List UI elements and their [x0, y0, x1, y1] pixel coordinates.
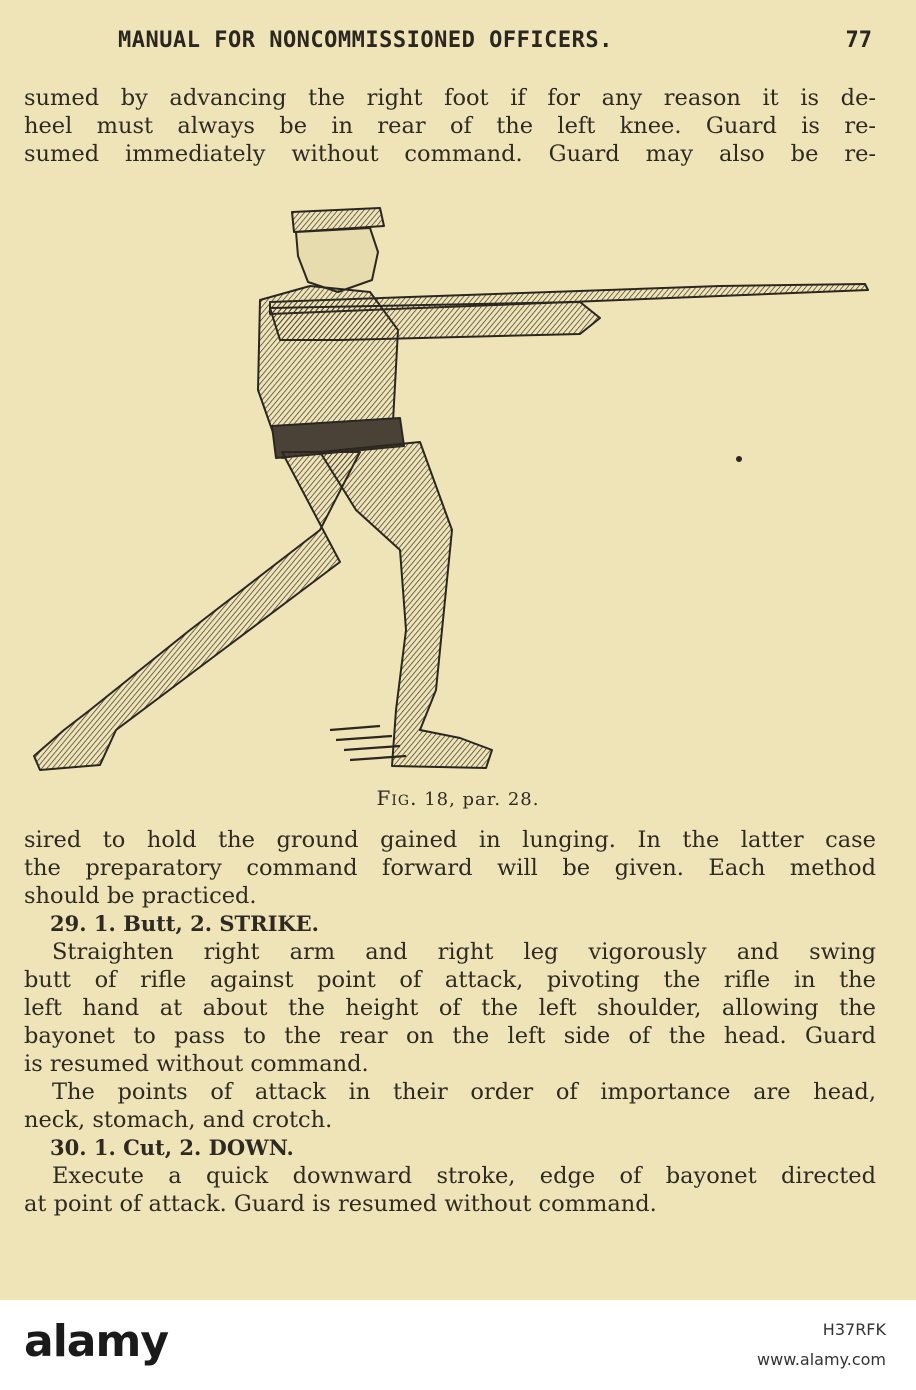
text-line: is resumed without command. [24, 1051, 369, 1077]
text-line: sired to hold the ground gained in lunging. In the latter case [24, 827, 876, 853]
head-icon [296, 228, 378, 292]
text-line: sumed by advancing the right foot if for any reason it is de- [24, 85, 876, 111]
page-header [0, 28, 916, 56]
arms-icon [270, 302, 600, 340]
watermark-url: www.alamy.com [757, 1350, 886, 1369]
bottom-paragraphs [24, 826, 876, 1218]
text-line: at point of attack. Guard is resumed without command. [24, 1191, 657, 1217]
text-line: left hand at about the height of the left shoulder, allowing the [24, 995, 876, 1021]
rear-leg-icon [34, 452, 360, 770]
text-line: Execute a quick downward stroke, edge of bayonet directed [52, 1163, 876, 1189]
running-title: MANUAL FOR NONCOMMISSIONED OFFICERS. [118, 28, 613, 53]
section-heading: 29. 1. Butt, 2. STRIKE. [50, 911, 319, 936]
text-line: neck, stomach, and crotch. [24, 1107, 333, 1133]
alamy-logo: alamy [24, 1316, 168, 1367]
figure-caption [0, 786, 916, 810]
text-line: butt of rifle against point of attack, pivoting the rifle in the [24, 967, 876, 993]
watermark-bar [0, 1300, 916, 1390]
ink-speck [736, 456, 742, 462]
text-line: sumed immediately without command. Guard may also be re- [24, 141, 876, 167]
text-line: the preparatory command forward will be given. Each method [24, 855, 876, 881]
text-line: should be practiced. [24, 883, 257, 909]
text-line: heel must always be in rear of the left knee. Guard is re- [24, 113, 876, 139]
text-line: Straighten right arm and right leg vigorously and swing [52, 939, 876, 965]
image-id: H37RFK [822, 1320, 886, 1339]
top-paragraph [24, 84, 876, 168]
page-number: 77 [845, 28, 872, 53]
figure-label: Fig. [376, 786, 418, 810]
figure-reference: 18, par. 28. [424, 789, 540, 810]
text-line: bayonet to pass to the rear on the left side of the head. Guard [24, 1023, 876, 1049]
lunging-soldier-illustration [20, 190, 880, 780]
section-heading: 30. 1. Cut, 2. DOWN. [50, 1135, 294, 1160]
front-leg-icon [320, 442, 492, 768]
text-line: The points of attack in their order of importance are head, [52, 1079, 876, 1105]
